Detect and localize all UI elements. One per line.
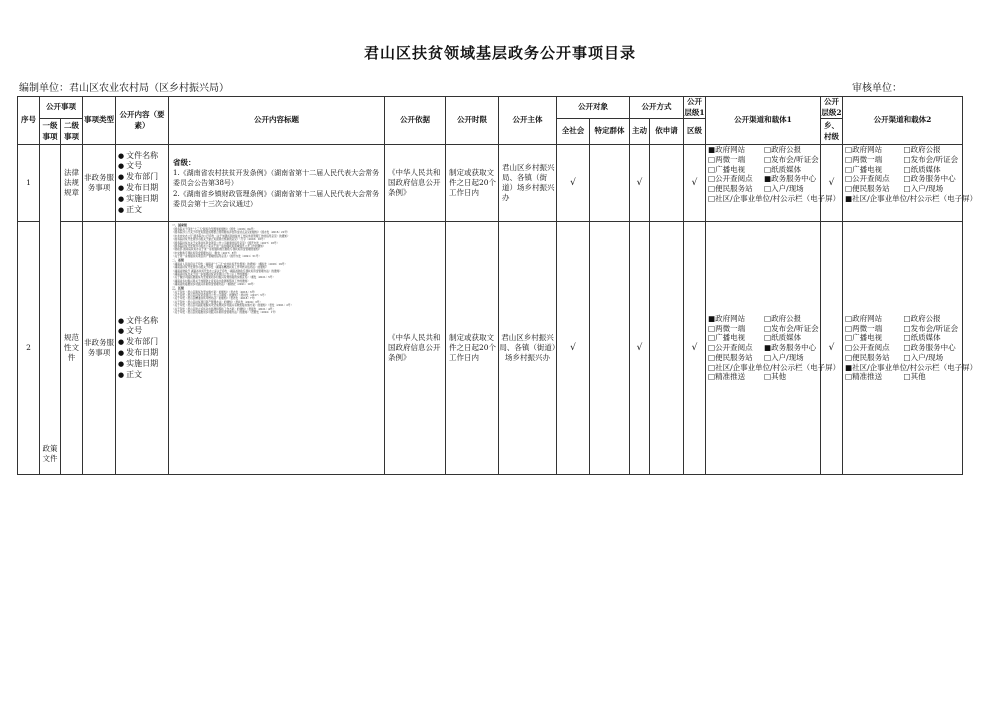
channel-option: ■社区/企事业单位/村公示栏（电子屏） (845, 362, 978, 372)
content-title (169, 145, 385, 222)
check-mark-district: √ (684, 222, 706, 475)
header-level2-item: 二级事项 (61, 119, 83, 145)
header-content-requirements: 公开内容（要素） (116, 97, 169, 145)
check-mark-active: √ (630, 222, 650, 475)
channel2-list (843, 222, 978, 475)
header-method: 公开方式 (630, 97, 684, 119)
fine-print-line: 《国务院关于印发“十三五”脱贫攻坚规划的通知》（国发〔2016〕64号） (172, 227, 256, 231)
reviewer-unit: 审核单位： (852, 83, 902, 94)
disclosure-basis: 《中华人民共和国政府信息公开条例》 (385, 145, 446, 222)
time-limit: 制定或获取文件之日起20个工作日内 (446, 145, 499, 222)
fine-print-line: 《中共中央办公厅 国务院办公厅印发〈关于加强贫困村驻村工作队选派管理工作的指导意见〉的通知》 (172, 234, 290, 238)
content-item: ● 实施日期 (118, 194, 168, 205)
fine-print-line: 《湖南省人民政府关于印发〈湖南省“十三五”农村扶贫开发规划〉的通知》（湘政发〔2016〕19号） (172, 262, 288, 266)
channel-option: □入户/现场 (903, 184, 944, 193)
content-item: ● 文件名称 (118, 151, 168, 162)
fine-print-line: 《国务院扶贫开发领导小组关于建立贫困退出机制的意见》（厅字〔2016〕16号） (172, 238, 267, 242)
channel-option: □社区/企事业单位/村公示栏（电子屏） (708, 193, 841, 203)
fine-print-line: 《湖南省扶贫办关于进一步加强扶贫资金项目公告公示工作的通知》 (172, 272, 250, 276)
fine-print-line: 《关于印发〈君山区精准扶贫考核办法〉的通知》（君办发〔2018〕7号） (172, 297, 257, 301)
channel-option: □纸质媒体 (764, 333, 802, 343)
disclosure-table (17, 96, 978, 475)
header-seq: 序号 (18, 97, 40, 145)
channel-option: □纸质媒体 (903, 333, 941, 343)
fine-print-line: 《关于做好巩固拓展脱贫攻坚成果同乡村振兴有效衔接的实施意见》（湘发〔2021〕5号） (172, 276, 275, 280)
header-time-limit: 公开时限 (446, 97, 499, 145)
channel-option: □两微一端 (845, 154, 883, 164)
header-town-village-level: 乡、村级 (821, 119, 843, 145)
fine-print-line: 《关于印发〈君山区巩固拓展脱贫攻坚成果同乡村振兴有效衔接实施方案〉的通知》（君发〔2021〕2号） (172, 304, 294, 308)
fine-print-line: 《国务院扶贫办关于完善扶贫资金项目公告公示制度的指导意见》（国开办发〔2017〕16号） (172, 241, 280, 245)
channel-option: □广播电视 (708, 333, 746, 343)
channel-option: □便民服务站 (845, 352, 890, 362)
header-item-type: 事项类型 (83, 97, 116, 145)
channel-option: □发布会/听证会 (764, 154, 819, 164)
fine-print-line: 《关于印发〈君山区扶贫资金项目公告公示制度〉的通知》（君扶发〔2017〕5号） (172, 294, 268, 298)
header-object: 公开对象 (557, 97, 630, 119)
fine-print-line: 《关于印发〈君山区防止返贫动态监测和帮扶工作方案〉的通知》（君振发〔2021〕4号） (172, 307, 275, 311)
content-item: ● 正文 (118, 370, 168, 381)
fine-print-section-heading: 一、国家级 (172, 223, 188, 227)
check-mark-society: √ (557, 145, 590, 222)
empty-cell (650, 145, 684, 222)
disclosure-basis: 《中华人民共和国政府信息公开条例》 (385, 222, 446, 475)
fine-print-section-heading: 二、省级 (172, 257, 185, 262)
channel-option: □两微一端 (708, 323, 746, 333)
content-item: ● 文号 (118, 326, 168, 337)
fine-print-line: 《湖南省财政厅 湖南省扶贫开发办公室关于印发〈湖南省财政专项扶贫资金管理办法〉的通知》 (172, 269, 282, 273)
channel-option: ■政府网站 (708, 145, 746, 154)
disclosure-subject: 君山区乡村振兴局、各镇（街道）场乡村振兴办 (499, 145, 557, 222)
page-title: 君山区扶贫领域基层政务公开事项目录 (363, 44, 636, 62)
channel-option: □精准推送 (845, 372, 883, 382)
title-line: 2.《湖南省乡镇财政管理条例》（湖南省第十二届人民代表大会常务委员会第十三次会议通过） (173, 189, 380, 208)
channel-option: □广播电视 (845, 164, 883, 174)
fine-print-line: 《关于印发〈君山区衔接推进乡村振兴补助资金管理办法〉的通知》（君财发〔2022〕1号） (172, 311, 278, 315)
channel-option: □社区/企事业单位/村公示栏（电子屏） (708, 362, 841, 372)
channel1-list (706, 222, 841, 475)
header-district-level: 区级 (684, 119, 706, 145)
header-channel2: 公开渠道和载体2 (843, 97, 963, 145)
channel-option: □其他 (764, 372, 787, 382)
table-row (18, 222, 963, 475)
row-seq: 2 (18, 222, 40, 475)
item-type: 非政务服务事项 (83, 222, 116, 475)
channel-option: □政府公报 (764, 313, 802, 323)
channel-option: □发布会/听证会 (903, 323, 959, 333)
header-channel1: 公开渠道和载体1 (706, 97, 821, 145)
channel-option: □政府网站 (845, 313, 883, 323)
check-mark-active: √ (630, 145, 650, 222)
channel-option: □公开查阅点 (845, 343, 890, 353)
content-item: ● 发布部门 (118, 337, 168, 348)
channel-option: ■政务服务中心 (764, 343, 817, 353)
channel-option: □入户/现场 (764, 352, 804, 362)
channel-option: □便民服务站 (708, 352, 753, 362)
check-mark-society: √ (557, 222, 590, 475)
check-mark-town: √ (821, 145, 843, 222)
empty-cell (590, 145, 630, 222)
header-level2: 公开层级2 (821, 97, 842, 117)
header-subject: 公开主体 (499, 97, 557, 145)
time-limit: 制定或获取文件之日起20个工作日内 (446, 222, 499, 475)
channel-option: □便民服务站 (845, 184, 890, 193)
channel-option: ■政务服务中心 (764, 174, 817, 184)
fine-print-line: 《中央财政专项扶贫资金管理办法》（财农〔2017〕8号） (172, 251, 239, 255)
channel-option: □精准推送 (708, 372, 746, 382)
channel-option: □广播电视 (708, 164, 746, 174)
fine-print-line: 《湖南省衔接推进乡村振兴补助资金管理办法》（湘财农〔2021〕10号） (172, 283, 256, 287)
content-item: ● 发布部门 (118, 172, 168, 183)
fine-print-line: 《国务院办公厅关于印发贫困县统筹整合使用财政涉农资金试点意见的通知》（国办发〔2016〕22号） (172, 231, 290, 235)
channel-option: ■社区/企事业单位/村公示栏（电子屏） (845, 193, 978, 203)
content-title (169, 222, 385, 475)
content-requirements (116, 222, 169, 475)
fine-print-line: 《关于印发〈君山区扶贫项目资产管理办法〉的通知》（君扶发〔2020〕3号） (172, 300, 262, 304)
channel-option: □两微一端 (708, 154, 746, 164)
content-requirements (116, 145, 169, 222)
channel-option: □其他 (903, 372, 926, 382)
channel-option: □发布会/听证会 (764, 323, 819, 333)
channel-option: □纸质媒体 (903, 164, 941, 174)
check-mark-town: √ (821, 222, 843, 475)
channel-option: ■政府网站 (708, 313, 746, 323)
empty-cell (650, 222, 684, 475)
level2-item: 规范性文件 (61, 222, 83, 475)
level2-item: 法律法规规章 (61, 145, 83, 222)
channel-option: □入户/现场 (764, 184, 804, 193)
header-content-title: 公开内容标题 (169, 97, 385, 145)
content-item: ● 实施日期 (118, 359, 168, 370)
fine-print-line: 《国务院扶贫开发领导小组办公室关于进一步加强扶贫领域信息公开工作的通知》 (172, 245, 266, 249)
content-item: ● 正文 (118, 205, 168, 216)
fine-print-line: 《关于印发〈君山区脱贫攻坚实施方案〉的通知》（君办发〔2016〕3号） (172, 290, 257, 294)
fine-print-section-heading: 三、区级 (172, 285, 185, 290)
channel2-list (843, 145, 978, 222)
level1-item: 政策文件 (40, 145, 61, 475)
channel-option: □两微一端 (845, 323, 883, 333)
fine-print-line: 《湖南省乡村振兴局关于加强防止返贫动态监测和帮扶工作的通知》 (172, 279, 250, 283)
channel-option: □政府公报 (903, 313, 941, 323)
channel-option: □政府网站 (845, 145, 883, 154)
channel-option: □政务服务中心 (903, 174, 956, 184)
header-active: 主动 (630, 119, 650, 145)
channel-option: □公开查阅点 (708, 174, 753, 184)
channel-option: □政府公报 (903, 145, 941, 154)
compiler-unit: 编制单位：君山区农业农村局（区乡村振兴局） (19, 83, 229, 94)
channel-option: □纸质媒体 (764, 164, 802, 174)
content-item: ● 文件名称 (118, 316, 168, 327)
fine-print-line: 《关于进一步加强扶贫项目资产管理的指导意见》（国开办发〔2021〕51号） (172, 255, 262, 259)
fine-print-line: 《湖南省扶贫开发领导小组关于印发〈湖南省精准扶贫工作考核评估办法〉的通知》 (172, 266, 268, 270)
channel-option: □入户/现场 (903, 352, 944, 362)
fine-print-line: 《财政部 国务院扶贫办关于进一步加强和规范财政专项扶贫资金管理的通知》 (172, 248, 262, 252)
content-item: ● 文号 (118, 161, 168, 172)
check-mark-district: √ (684, 145, 706, 222)
channel-option: □广播电视 (845, 333, 883, 343)
header-specific-group: 特定群体 (590, 119, 630, 145)
header-level1-item: 一级事项 (40, 119, 61, 145)
header-level1: 公开层级1 (684, 97, 705, 117)
empty-cell (590, 222, 630, 475)
header-basis: 公开依据 (385, 97, 446, 145)
header-whole-society: 全社会 (557, 119, 590, 145)
header-disclosure-item: 公开事项 (40, 97, 83, 119)
content-item: ● 发布日期 (118, 348, 168, 359)
table-row (18, 145, 963, 222)
header-on-application: 依申请 (650, 119, 684, 145)
title-line: 1.《湖南省农村扶贫开发条例》（湖南省第十二届人民代表大会常务委员会公告第38号） (173, 169, 380, 188)
item-type: 非政务服务事项 (83, 145, 116, 222)
row-seq: 1 (18, 145, 40, 222)
disclosure-subject: 君山区乡村振兴局、各镇（街道）场乡村振兴办 (499, 222, 557, 475)
channel-option: □政务服务中心 (903, 343, 956, 353)
channel-option: □便民服务站 (708, 184, 753, 193)
channel-option: □公开查阅点 (708, 343, 753, 353)
channel-option: □政府公报 (764, 145, 802, 154)
content-item: ● 发布日期 (118, 183, 168, 194)
fine-print-list (169, 222, 384, 317)
channel-option: □发布会/听证会 (903, 154, 959, 164)
channel-option: □公开查阅点 (845, 174, 890, 184)
title-level-heading: 省级： (173, 158, 196, 168)
channel1-list (706, 145, 841, 222)
